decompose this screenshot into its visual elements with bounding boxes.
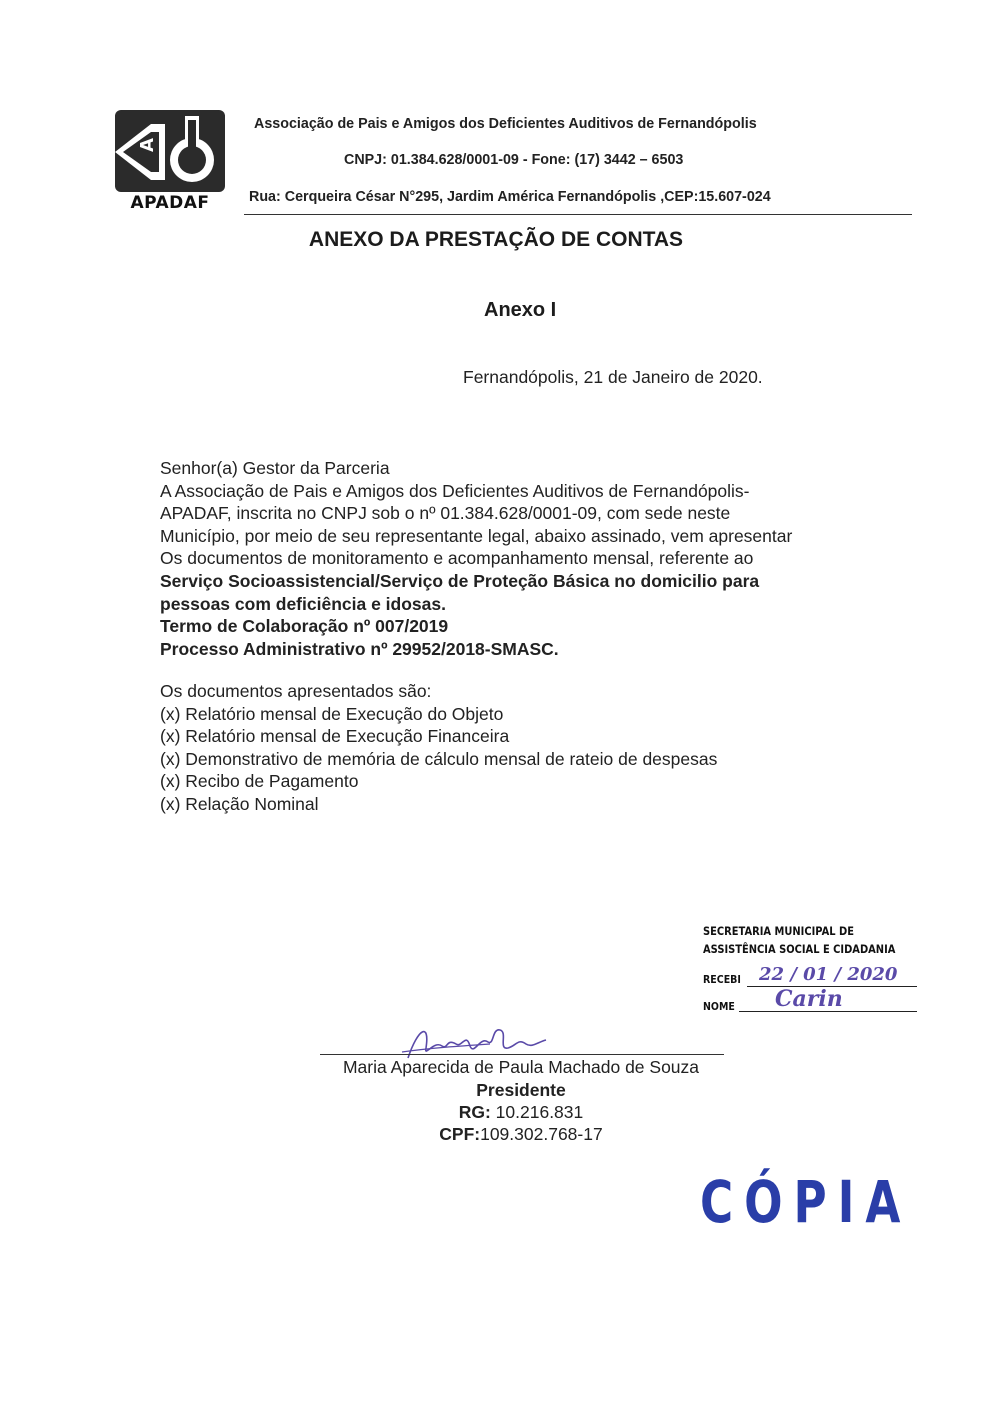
org-name: Associação de Pais e Amigos dos Deficientes Auditivos de Fernandópolis — [254, 116, 757, 132]
svg-text:A: A — [137, 138, 158, 152]
logo-text: APADAF — [130, 193, 210, 213]
documents-intro: Os documentos apresentados são: — [160, 681, 432, 701]
stamp-name-value: Carin — [775, 986, 843, 1012]
document-item: (x) Recibo de Pagamento — [160, 771, 359, 792]
signatory-role: Presidente — [476, 1080, 566, 1100]
document-item: (x) Relatório mensal de Execução Financeira — [160, 726, 510, 747]
service-line: pessoas com deficiência e idosas. — [160, 593, 446, 614]
reception-stamp — [703, 924, 918, 1020]
copy-stamp: CÓPIA — [700, 1168, 912, 1236]
process-line: Processo Administrativo nº 29952/2018-SMASC. — [160, 638, 559, 659]
org-contact: CNPJ: 01.384.628/0001-09 - Fone: (17) 3442 – 6503 — [344, 152, 684, 168]
document-date: Fernandópolis, 21 de Janeiro de 2020. — [463, 367, 763, 387]
stamp-received-label: RECEBI — [703, 973, 741, 986]
stamp-received-date: 22 / 01 / 2020 — [759, 964, 898, 985]
document-subtitle: Anexo I — [484, 299, 557, 321]
letter-body — [160, 457, 880, 660]
paragraph-line: APADAF, inscrita no CNPJ sob o nº 01.384.628/0001-09, com sede neste — [160, 503, 731, 524]
document-title: ANEXO DA PRESTAÇÃO DE CONTAS — [308, 228, 684, 251]
stamp-line-1: SECRETARIA MUNICIPAL DE — [703, 924, 855, 938]
document-item: (x) Relatório mensal de Execução do Objeto — [160, 703, 504, 724]
rg-label: RG: — [458, 1102, 491, 1122]
document-item: (x) Relação Nominal — [160, 793, 319, 814]
signatory-cpf — [0, 1124, 992, 1145]
paragraph-line: Município, por meio de seu representante legal, abaixo assinado, vem apresentar — [160, 525, 793, 546]
ear-logo-icon — [115, 110, 225, 192]
salutation: Senhor(a) Gestor da Parceria — [160, 458, 390, 478]
term-line: Termo de Colaboração nº 007/2019 — [160, 616, 449, 637]
header-divider — [244, 214, 912, 215]
documents-list — [160, 680, 880, 816]
paragraph-line: Os documentos de monitoramento e acompanhamento mensal, referente ao — [160, 548, 754, 569]
paragraph-line: A Associação de Pais e Amigos dos Deficientes Auditivos de Fernandópolis- — [160, 480, 750, 501]
cpf-label: CPF: — [439, 1124, 481, 1144]
org-logo — [112, 110, 228, 212]
stamp-name-label: NOME — [703, 1000, 735, 1013]
signature-line — [320, 1054, 724, 1055]
service-line: Serviço Socioassistencial/Serviço de Proteção Básica no domicilio para — [160, 570, 760, 591]
stamp-line-2: ASSISTÊNCIA SOCIAL E CIDADANIA — [703, 942, 896, 956]
signatory-name: Maria Aparecida de Paula Machado de Souza — [342, 1057, 700, 1077]
rg-value: 10.216.831 — [490, 1102, 584, 1122]
cpf-value: 109.302.768-17 — [480, 1124, 603, 1144]
org-address: Rua: Cerqueira César N°295, Jardim América Fernandópolis ,CEP:15.607-024 — [249, 189, 771, 205]
signatory-rg — [0, 1102, 992, 1123]
document-item: (x) Demonstrativo de memória de cálculo mensal de rateio de despesas — [160, 748, 718, 769]
